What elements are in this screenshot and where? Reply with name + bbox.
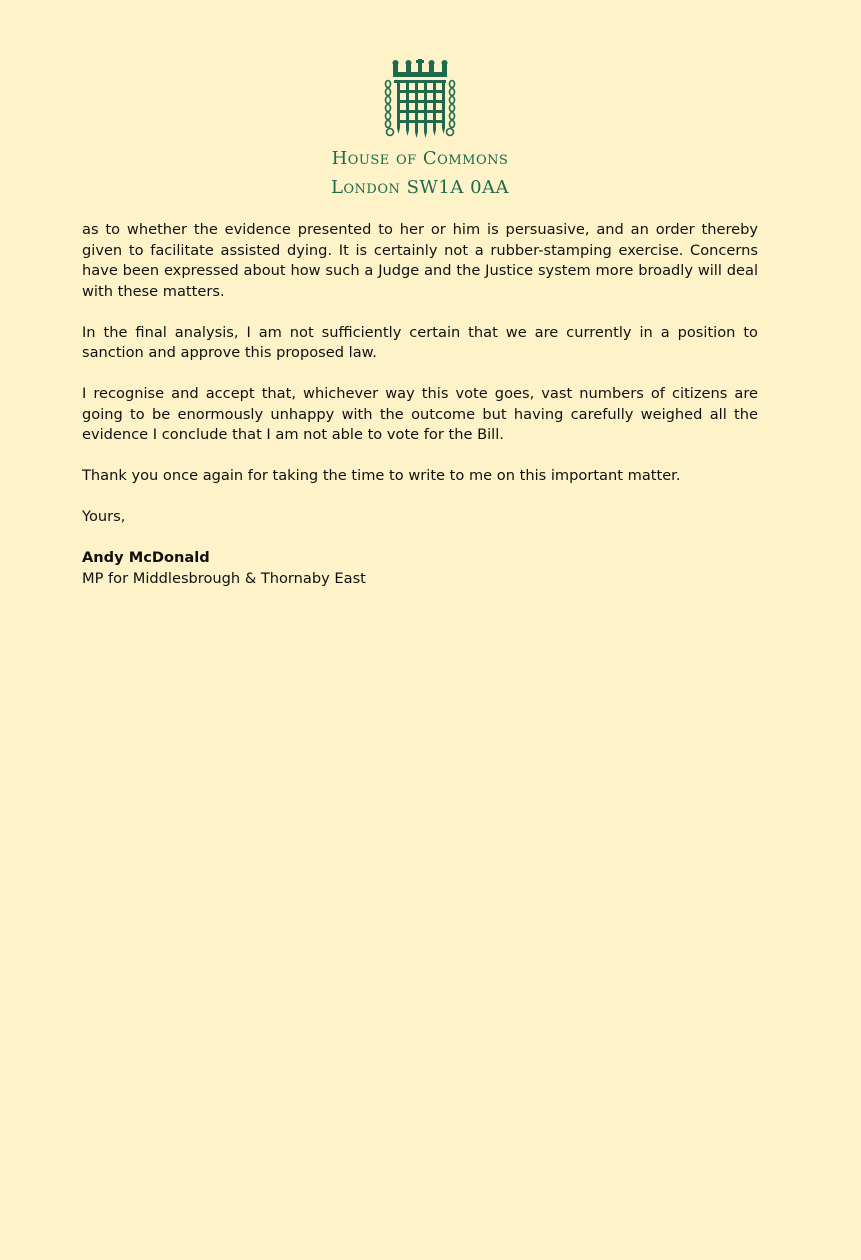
signatory-name: Andy McDonald [82,549,210,566]
signatory-title: MP for Middlesbrough & Thornaby East [82,569,366,587]
organisation-name: House of Commons [331,148,509,169]
portcullis-crest-icon [383,56,457,138]
paragraph-3: I recognise and accept that, whichever way this vote goes, vast numbers of citizens are going to be enormously unhappy with the outcome but having carefully weighed all the evidence I conclude that I am not able to vote for the Bill. [82,385,758,443]
paragraph-4: Thank you once again for taking the time to write to me on this important matter. [82,467,681,484]
letter-body [82,220,758,589]
organisation-address: London SW1A 0AA [330,177,510,198]
paragraph-2: In the final analysis, I am not sufficiently certain that we are currently in a position to sanction and approve this proposed law. [82,323,758,361]
closing-salutation: Yours, [82,508,126,525]
paragraph-1: as to whether the evidence presented to her or him is persuasive, and an order thereby given to facilitate assisted dying. It is certainly not a rubber-stamping exercise. Concerns have been expressed about how such a Judge and the Justice system more broadly will deal with these matters. [82,221,758,300]
